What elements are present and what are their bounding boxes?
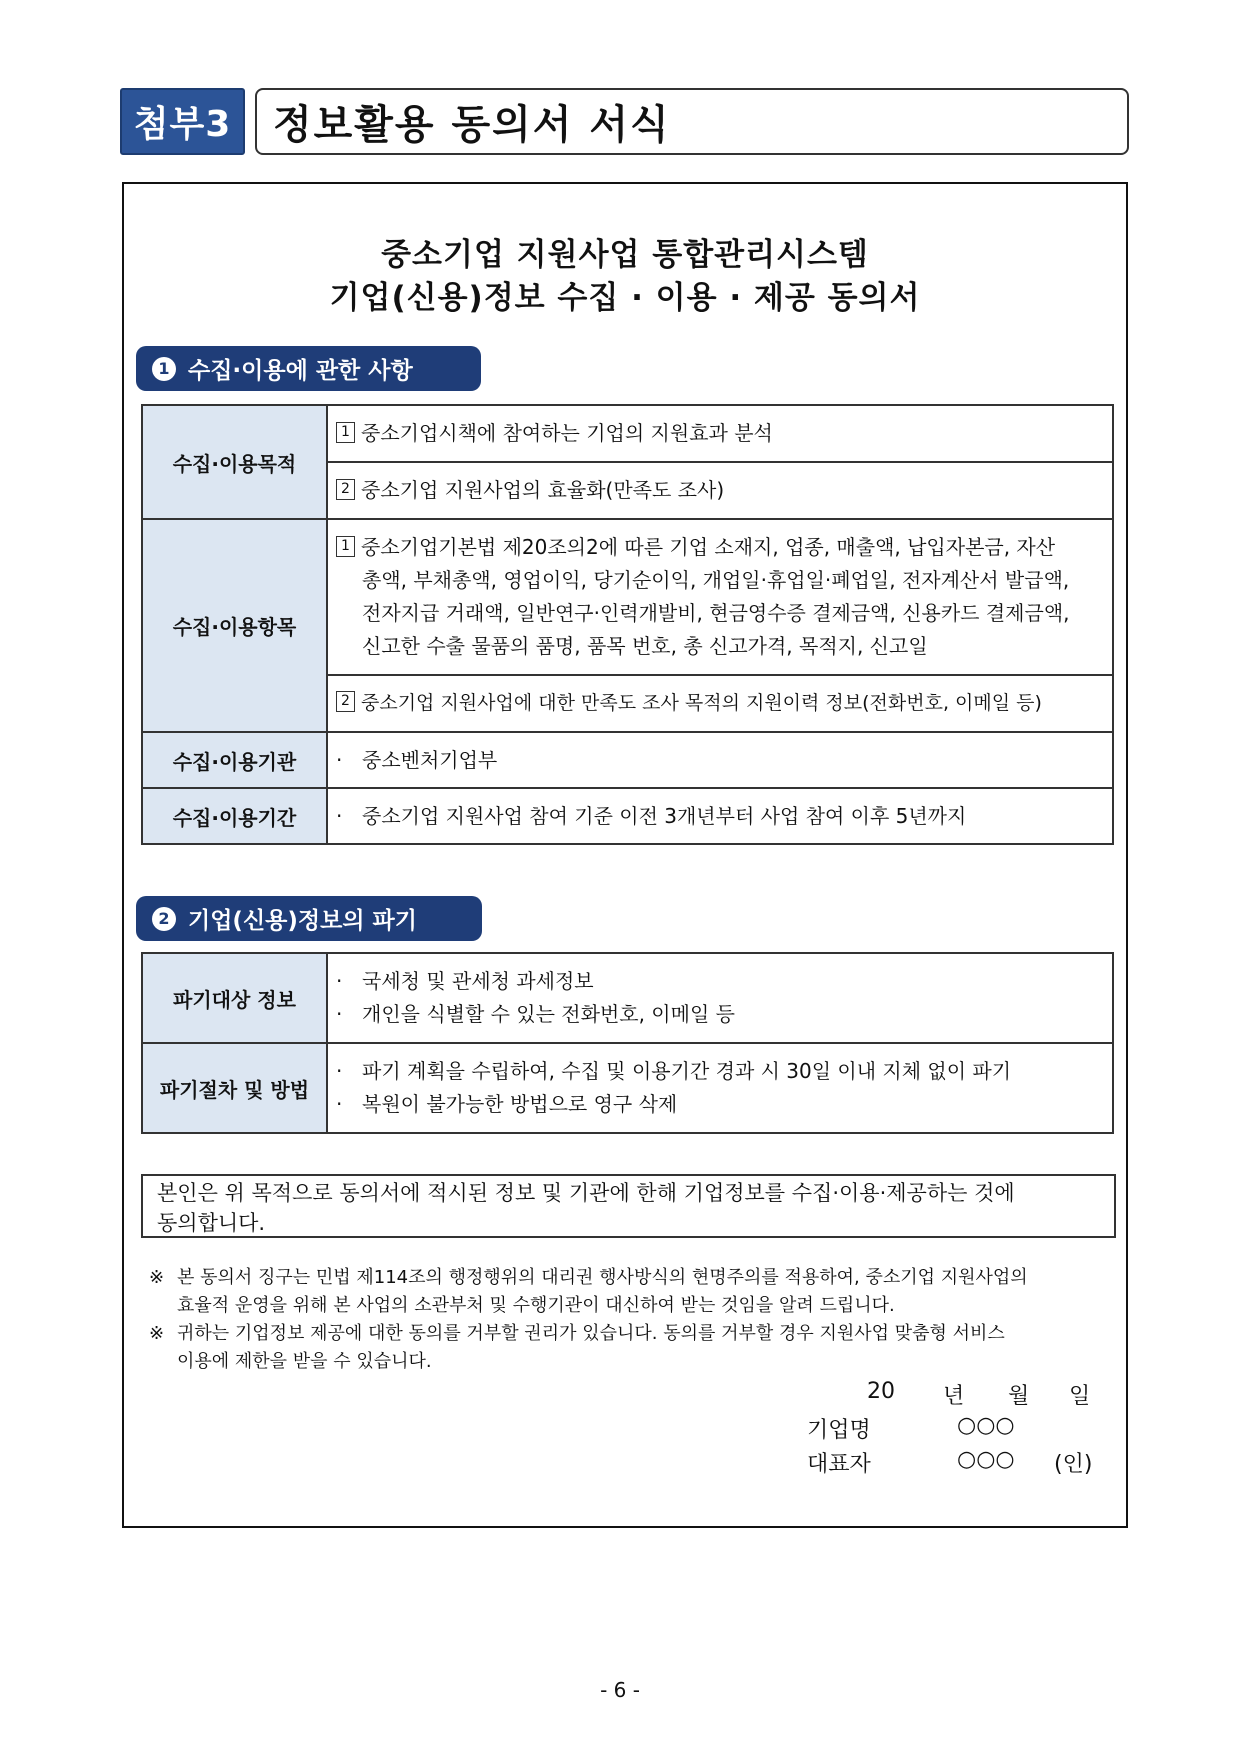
items-label: 수집·이용항목 xyxy=(142,519,327,732)
date-year: 20 xyxy=(867,1379,895,1404)
reference-mark-icon: ※ xyxy=(149,1323,165,1344)
agency-value: · 중소벤처기업부 xyxy=(327,732,1113,788)
purpose-item-1: 1 중소기업시책에 참여하는 기업의 지원효과 분석 xyxy=(327,405,1113,462)
representative-label: 대표자 xyxy=(807,1452,871,1477)
attachment-badge: 첨부3 xyxy=(120,88,245,155)
date-day-unit: 일 xyxy=(1069,1384,1091,1409)
doc-title-line1: 중소기업 지원사업 통합관리시스템 xyxy=(381,237,869,273)
consent-form-frame xyxy=(122,182,1128,1528)
page-number: - 6 - xyxy=(600,1678,640,1702)
destruction-target-label: 파기대상 정보 xyxy=(142,953,327,1043)
agreement-statement: 본인은 위 목적으로 동의서에 적시된 정보 및 기관에 한해 기업정보를 수집·이용·제공하는 것에 동의합니다. xyxy=(141,1174,1116,1238)
company-label: 기업명 xyxy=(807,1418,871,1443)
destruction-target-value: · 국세청 및 관세청 과세정보 · 개인을 식별할 수 있는 전화번호, 이메일 등 xyxy=(327,953,1113,1043)
purpose-item-2: 2 중소기업 지원사업의 효율화(만족도 조사) xyxy=(327,462,1113,519)
date-year-unit: 년 xyxy=(943,1384,965,1409)
destruction-method-value: · 파기 계획을 수립하여, 수집 및 이용기간 경과 시 30일 이내 지체 없이 파기 · 복원이 불가능한 방법으로 영구 삭제 xyxy=(327,1043,1113,1133)
seal-mark: (인) xyxy=(1054,1452,1093,1477)
company-value: ○○○ xyxy=(957,1413,1015,1438)
representative-value: ○○○ xyxy=(957,1447,1015,1472)
header-title: 정보활용 동의서 서식 xyxy=(255,88,1129,155)
items-item-1: 1 중소기업기본법 제20조의2에 따른 기업 소재지, 업종, 매출액, 납입자본금, 자산 총액, 부채총액, 영업이익, 당기순이익, 개업일·휴업일·폐업일, 전자계산서 발급액, 전자지급 거래액, 일반연구·인력개발비, 현금영수증 결제금액, 신용카드 결제금액, 신고한 수출 물품의 품명, 품목 번호, 총 신고가격, 목적지, 신고일 xyxy=(327,519,1113,675)
note-2: ※ 귀하는 기업정보 제공에 대한 동의를 거부할 권리가 있습니다. 동의를 거부할 경우 지원사업 맞춤형 서비스 이용에 제한을 받을 수 있습니다. xyxy=(149,1320,1111,1376)
section2-header xyxy=(136,896,482,941)
items-item-2: 2 중소기업 지원사업에 대한 만족도 조사 목적의 지원이력 정보(전화번호, 이메일 등) xyxy=(327,675,1113,732)
notes xyxy=(149,1264,1111,1376)
period-label: 수집·이용기간 xyxy=(142,788,327,844)
number-box-icon: 1 xyxy=(336,422,355,443)
purpose-label: 수집·이용목적 xyxy=(142,405,327,519)
date-month-unit: 월 xyxy=(1008,1384,1030,1409)
destruction-method-label: 파기절차 및 방법 xyxy=(142,1043,327,1133)
section1-title: 수집·이용에 관한 사항 xyxy=(188,358,413,384)
number-box-icon: 1 xyxy=(336,536,355,557)
section1-number-icon: 1 xyxy=(152,357,176,381)
doc-title-line2: 기업(신용)정보 수집 · 이용 · 제공 동의서 xyxy=(329,280,921,316)
agency-label: 수집·이용기관 xyxy=(142,732,327,788)
section2-title: 기업(신용)정보의 파기 xyxy=(188,908,417,934)
section1-header xyxy=(136,346,481,391)
number-box-icon: 2 xyxy=(336,479,355,500)
reference-mark-icon: ※ xyxy=(149,1267,165,1288)
period-value: · 중소기업 지원사업 참여 기준 이전 3개년부터 사업 참여 이후 5년까지 xyxy=(327,788,1113,844)
collection-table xyxy=(141,404,1114,845)
section2-number-icon: 2 xyxy=(152,907,176,931)
number-box-icon: 2 xyxy=(336,691,355,712)
page-header xyxy=(120,88,1129,155)
note-1: ※ 본 동의서 징구는 민법 제114조의 행정행위의 대리권 행사방식의 현명주의를 적용하여, 중소기업 지원사업의 효율적 운영을 위해 본 사업의 소관부처 및 수행기관이 대신하여 받는 것임을 알려 드립니다. xyxy=(149,1264,1111,1320)
destruction-table xyxy=(141,952,1114,1134)
